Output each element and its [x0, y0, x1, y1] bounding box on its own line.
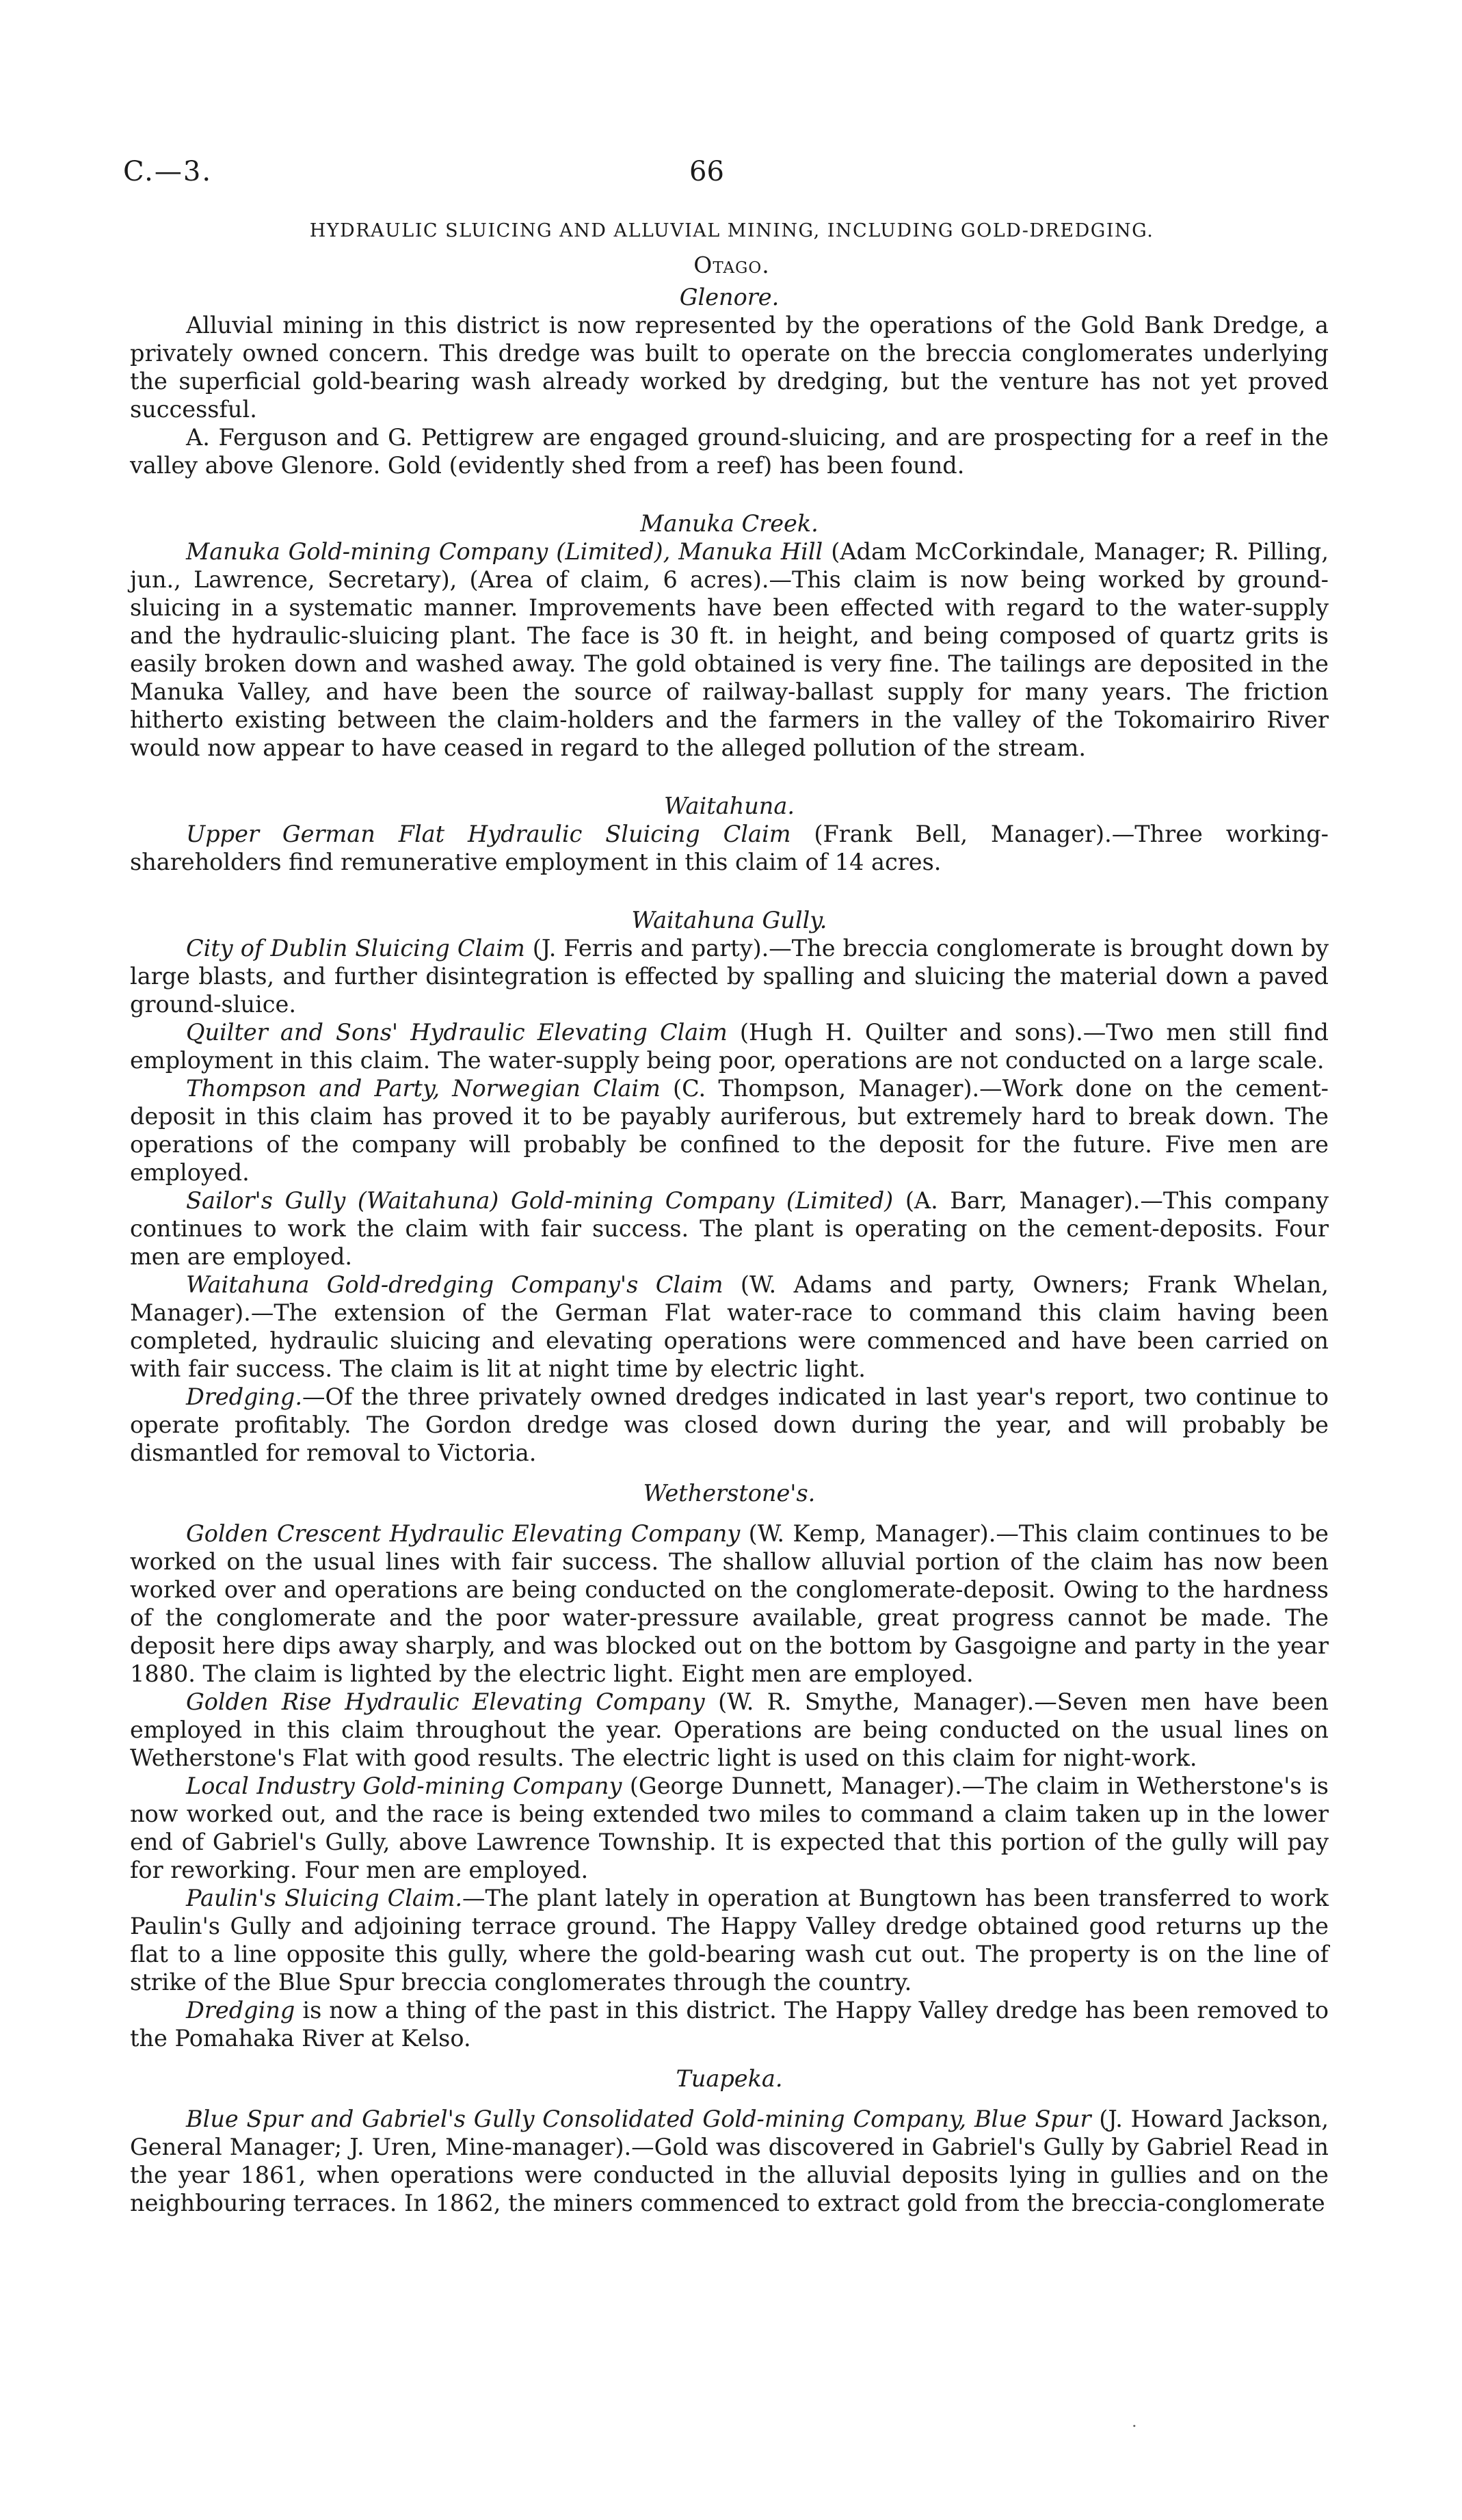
paragraph-text: is now a thing of the past in this district. The Happy Valley dredge has been removed to the Pomahaka River at Kelso.	[130, 1997, 1329, 2052]
claim-name: Thompson and Party, Norwegian Claim	[186, 1075, 661, 1102]
claim-name: Dredging	[186, 1997, 295, 2024]
claim-name: Golden Crescent Hydraulic Elevating Company	[186, 1520, 741, 1547]
claim-name: Paulin's Sluicing Claim.	[186, 1885, 463, 1911]
paragraph-text: (W. Kemp, Manager).—This claim continues to be worked on the usual lines with fair success. The shallow alluvial portion of the claim has now been worked over and operations are being conducted on the conglomerate-deposit. Owing to the hardness of the conglomerate and the poor water-pressure available, great progress cannot be made. The deposit here dips away sharply, and was blocked out on the bottom by Gasgoigne and party in the year 1880. The claim is lighted by the electric light. Eight men are employed.	[130, 1520, 1329, 1687]
paragraph-text: (Adam McCorkindale, Manager; R. Pilling, jun., Lawrence, Secretary), (Area of claim, 6 acres).—This claim is now being worked by ground-sluicing in a systematic manner. Improvements have been effected with regard to the water-supply and the hydraulic-sluicing plant. The face is 30 ft. in height, and being composed of quartz grits is easily broken down and washed away. The gold obtained is very fine. The tailings are deposited in the Manuka Valley, and have been the source of railway-ballast supply for many years. The friction hitherto existing between the claim-holders and the farmers in the valley of the Tokomairiro River would now appear to have ceased in regard to the alleged pollution of the stream.	[130, 538, 1329, 761]
paragraph	[130, 1772, 1329, 1884]
claim-name: Blue Spur and Gabriel's Gully Consolidated Gold-mining Company, Blue Spur	[186, 2106, 1091, 2132]
claim-name: Local Industry Gold-mining Company	[186, 1773, 622, 1799]
paragraph	[130, 934, 1329, 1018]
page-title: HYDRAULIC SLUICING AND ALLUVIAL MINING, INCLUDING GOLD-DREDGING.	[309, 220, 1154, 241]
claim-name: Golden Rise Hydraulic Elevating Company	[186, 1688, 705, 1715]
section-heading-glenore: Glenore.	[679, 284, 780, 310]
region-heading: Otago.	[693, 252, 770, 278]
page-number: 66	[689, 156, 724, 187]
paragraph	[130, 538, 1329, 762]
section-heading-tuapeka: Tuapeka.	[676, 2065, 783, 2092]
paragraph-text: (George Dunnett, Manager).—The claim in Wetherstone's is now worked out, and the race is being extended two miles to command a claim taken up in the lower end of Gabriel's Gully, above Lawrence Township. It is expected that this portion of the gully will pay for reworking. Four men are employed.	[130, 1773, 1329, 1883]
section-heading-wetherstones: Wetherstone's.	[643, 1480, 816, 1507]
paragraph-text: (W. R. Smythe, Manager).—Seven men have been employed in this claim throughout the year. Operations are being conducted on the usual lines on Wetherstone's Flat with good results. The electric light is used on this claim for night-work.	[130, 1688, 1329, 1771]
paragraph-text: (W. Adams and party, Owners; Frank Whelan, Manager).—The extension of the German Flat water-race to command this claim having been completed, hydraulic sluicing and elevating operations were commenced and have been carried on with fair success. The claim is lit at night time by electric light.	[130, 1271, 1329, 1382]
claim-name: Upper German Flat Hydraulic Sluicing Claim	[186, 821, 791, 847]
paragraph-text: —Of the three privately owned dredges indicated in last year's report, two continue to operate profitably. The Gordon dredge was closed down during the year, and will probably be dismantled for removal to Victoria.	[130, 1383, 1329, 1466]
paragraph	[130, 1186, 1329, 1271]
paragraph	[130, 1074, 1329, 1186]
claim-name: Quilter and Sons' Hydraulic Elevating Claim	[186, 1019, 728, 1046]
paragraph	[130, 1688, 1329, 1772]
document-code: C.—3.	[123, 156, 213, 187]
section-heading-waitahuna-gully: Waitahuna Gully.	[631, 907, 827, 933]
paragraph	[130, 820, 1329, 876]
paragraph	[130, 1996, 1329, 2052]
paragraph-text: —The plant lately in operation at Bungtown has been transferred to work Paulin's Gully and adjoining terrace ground. The Happy Valley dredge obtained good returns up the flat to a line opposite this gully, where the gold-bearing wash cut out. The property is on the line of strike of the Blue Spur breccia conglomerates through the country.	[130, 1885, 1329, 1995]
body-text	[130, 283, 1329, 2217]
claim-name: Manuka Gold-mining Company (Limited), Manuka Hill	[186, 538, 823, 565]
claim-name: City of Dublin Sluicing Claim	[186, 935, 525, 961]
paragraph-text: (Hugh H. Quilter and sons).—Two men still find employment in this claim. The water-supply being poor, operations are not conducted on a large scale.	[130, 1019, 1329, 1074]
section-heading-waitahuna: Waitahuna.	[664, 793, 795, 819]
section-heading-manuka-creek: Manuka Creek.	[640, 510, 819, 537]
paragraph	[130, 1018, 1329, 1074]
paragraph	[130, 1520, 1329, 1688]
claim-name: Waitahuna Gold-dredging Company's Claim	[186, 1271, 723, 1298]
paragraph: A. Ferguson and G. Pettigrew are engaged ground-sluicing, and are prospecting for a reef in the valley above Glenore. Gold (evidently shed from a reef) has been found.	[130, 424, 1329, 479]
claim-name: Sailor's Gully (Waitahuna) Gold-mining Company (Limited)	[186, 1187, 894, 1214]
paragraph	[130, 1271, 1329, 1383]
claim-name: Dredging.	[186, 1383, 302, 1410]
paragraph	[130, 2105, 1329, 2217]
paragraph-text: (J. Howard Jackson, General Manager; J. Uren, Mine-manager).—Gold was discovered in Gabriel's Gully by Gabriel Read in the year 1861, when operations were conducted in the alluvial deposits lying in gullies and on the neighbouring terraces. In 1862, the miners commenced to extract gold from the breccia-conglomerate	[130, 2106, 1329, 2216]
paragraph-text: (J. Ferris and party).—The breccia conglomerate is brought down by large blasts, and further disintegration is effected by spalling and sluicing the material down a paved ground-sluice.	[130, 935, 1329, 1018]
paragraph: Alluvial mining in this district is now represented by the operations of the Gold Bank Dredge, a privately owned concern. This dredge was built to operate on the breccia conglomerates underlying the superficial gold-bearing wash already worked by dredging, but the venture has not yet proved successful.	[130, 312, 1329, 423]
paragraph-text: (A. Barr, Manager).—This company continues to work the claim with fair success. The plant is operating on the cement-deposits. Four men are employed.	[130, 1187, 1329, 1270]
scan-speck: ·	[1132, 2417, 1137, 2436]
paragraph	[130, 1884, 1329, 1996]
paragraph-text: (C. Thompson, Manager).—Work done on the cement-deposit in this claim has proved it to be payably auriferous, but extremely hard to break down. The operations of the company will probably be confined to the deposit for the future. Five men are employed.	[130, 1075, 1329, 1186]
paragraph	[130, 1383, 1329, 1467]
paragraph-text: (Frank Bell, Manager).—Three working-shareholders find remunerative employment in this claim of 14 acres.	[130, 821, 1329, 875]
